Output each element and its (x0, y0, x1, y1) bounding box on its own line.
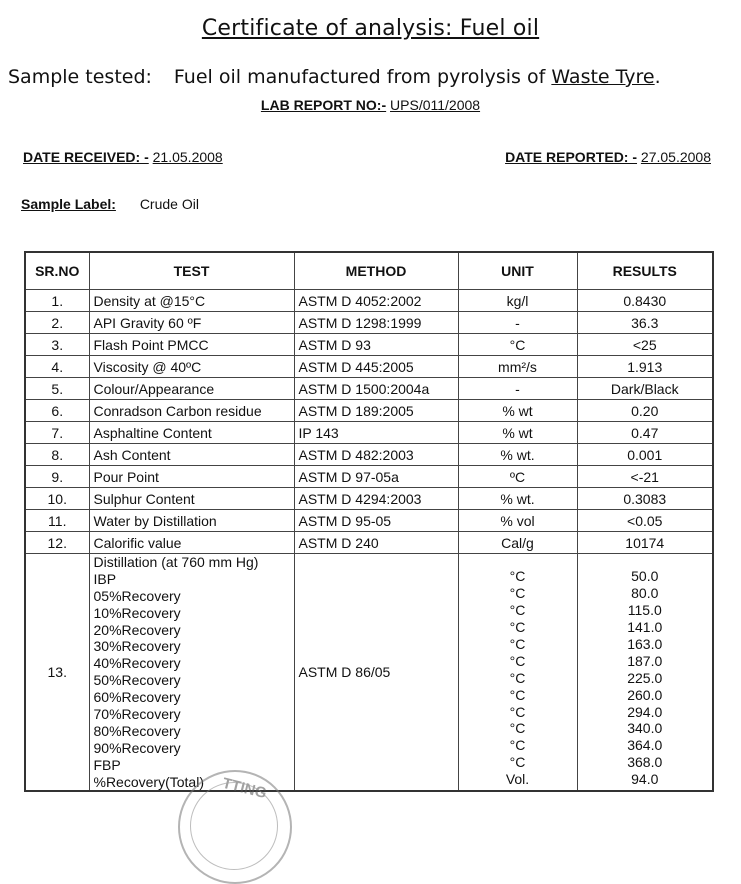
sample-material: Waste Tyre (551, 66, 655, 88)
row-method: ASTM D 1500:2004a (294, 378, 458, 400)
sample-tested-text: Fuel oil manufactured from pyrolysis of (173, 66, 546, 88)
row-test: Ash Content (89, 444, 294, 466)
date-received-value: 21.05.2008 (152, 149, 223, 165)
distillation-item-value: 141.0 (627, 619, 663, 636)
row-test: Colour/Appearance (89, 378, 294, 400)
distillation-row (25, 554, 713, 792)
row-method: ASTM D 1298:1999 (294, 312, 458, 334)
row-result: 1.913 (577, 356, 713, 378)
table-row (25, 488, 713, 510)
row-unit: °C (458, 334, 577, 356)
distillation-item-label: 60%Recovery (93, 689, 181, 706)
sample-tested-end: . (654, 66, 661, 88)
row-srno: 9. (25, 466, 89, 488)
sample-label-value: Crude Oil (139, 196, 199, 212)
row-srno: 2. (25, 312, 89, 334)
date-reported (505, 149, 711, 165)
distillation-item-unit: °C (509, 669, 526, 686)
table-row (25, 400, 713, 422)
row-unit: % wt. (458, 488, 577, 510)
distillation-item-label: 70%Recovery (93, 706, 181, 723)
distillation-item-label: FBP (93, 756, 121, 773)
distillation-item-value: 187.0 (627, 652, 663, 669)
row-test: Flash Point PMCC (89, 334, 294, 356)
distillation-item-value: 94.0 (631, 771, 659, 788)
row-method: ASTM D 240 (294, 532, 458, 554)
distillation-item-value: 50.0 (631, 568, 659, 585)
sample-tested-label: Sample tested: (8, 66, 152, 88)
row-result: 0.3083 (577, 488, 713, 510)
distillation-item-unit: °C (509, 568, 526, 585)
row-result: 0.47 (577, 422, 713, 444)
row-unit: % wt. (458, 444, 577, 466)
sample-tested-line (8, 66, 661, 88)
date-reported-value: 27.05.2008 (640, 149, 711, 165)
row-unit: kg/l (458, 290, 577, 312)
distillation-srno: 13. (25, 554, 89, 792)
row-unit: mm²/s (458, 356, 577, 378)
stamp-text: TTING (220, 774, 269, 803)
row-method: ASTM D 97-05a (294, 466, 458, 488)
table-row (25, 532, 713, 554)
row-unit: % wt (458, 422, 577, 444)
distillation-item-unit: °C (509, 737, 526, 754)
row-srno: 4. (25, 356, 89, 378)
distillation-item-label: 30%Recovery (93, 638, 181, 655)
row-result: 0.20 (577, 400, 713, 422)
row-result: Dark/Black (577, 378, 713, 400)
table-row (25, 466, 713, 488)
row-result: <0.05 (577, 510, 713, 532)
distillation-values (577, 554, 713, 792)
distillation-item-unit: °C (509, 602, 526, 619)
row-method: ASTM D 95-05 (294, 510, 458, 532)
table-row (25, 422, 713, 444)
sample-label (21, 196, 199, 212)
distillation-item-label: 10%Recovery (93, 604, 181, 621)
row-method: IP 143 (294, 422, 458, 444)
row-srno: 7. (25, 422, 89, 444)
analysis-table (24, 251, 714, 792)
row-unit: ºC (458, 466, 577, 488)
row-test: Viscosity @ 40ºC (89, 356, 294, 378)
row-srno: 8. (25, 444, 89, 466)
table-row (25, 356, 713, 378)
distillation-item-value: 260.0 (627, 686, 663, 703)
distillation-item-value: 163.0 (627, 636, 663, 652)
table-row (25, 378, 713, 400)
row-result: 10174 (577, 532, 713, 554)
row-method: ASTM D 189:2005 (294, 400, 458, 422)
row-unit: % vol (458, 510, 577, 532)
row-result: <-21 (577, 466, 713, 488)
table-row (25, 312, 713, 334)
distillation-item-value: 340.0 (627, 720, 663, 737)
distillation-item-value: 115.0 (627, 602, 662, 619)
row-unit: - (458, 378, 577, 400)
table-header-row (25, 252, 713, 290)
distillation-units (458, 554, 577, 792)
distillation-item-label: 05%Recovery (93, 587, 181, 604)
row-test: Asphaltine Content (89, 422, 294, 444)
row-unit: Cal/g (458, 532, 577, 554)
row-srno: 11. (25, 510, 89, 532)
row-test: Sulphur Content (89, 488, 294, 510)
sample-label-key: Sample Label: (21, 196, 116, 212)
row-srno: 12. (25, 532, 89, 554)
row-result: 0.8430 (577, 290, 713, 312)
distillation-item-unit: °C (509, 585, 526, 602)
distillation-item-unit: °C (509, 619, 526, 636)
distillation-item-label: 50%Recovery (93, 672, 181, 689)
row-method: ASTM D 482:2003 (294, 444, 458, 466)
row-srno: 10. (25, 488, 89, 510)
row-result: 0.001 (577, 444, 713, 466)
row-srno: 1. (25, 290, 89, 312)
row-srno: 6. (25, 400, 89, 422)
row-result: 36.3 (577, 312, 713, 334)
distillation-title: Distillation (at 760 mm Hg) (93, 554, 259, 570)
distillation-item-unit: °C (509, 686, 526, 703)
distillation-item-label: 80%Recovery (93, 722, 181, 739)
row-test: Water by Distillation (89, 510, 294, 532)
row-test: API Gravity 60 ºF (89, 312, 294, 334)
row-method: ASTM D 4052:2002 (294, 290, 458, 312)
header-unit: UNIT (458, 252, 577, 290)
row-method: ASTM D 4294:2003 (294, 488, 458, 510)
distillation-item-label: %Recovery(Total) (93, 773, 204, 790)
header-srno: SR.NO (25, 252, 89, 290)
distillation-tests (89, 554, 294, 792)
table-row (25, 290, 713, 312)
lab-report-number (0, 97, 741, 113)
date-received-label: DATE RECEIVED: - (23, 149, 149, 165)
table-row (25, 444, 713, 466)
distillation-method-cell (294, 554, 458, 792)
date-reported-label: DATE REPORTED: - (505, 149, 638, 165)
row-unit: % wt (458, 400, 577, 422)
header-test: TEST (89, 252, 294, 290)
distillation-item-label: 90%Recovery (93, 739, 181, 756)
row-unit: - (458, 312, 577, 334)
header-results: RESULTS (577, 252, 713, 290)
distillation-item-unit: °C (509, 720, 526, 737)
distillation-item-unit: °C (509, 703, 526, 720)
date-received (23, 149, 223, 165)
distillation-item-value: 368.0 (627, 754, 663, 771)
distillation-item-label: 40%Recovery (93, 655, 181, 672)
row-srno: 3. (25, 334, 89, 356)
row-test: Calorific value (89, 532, 294, 554)
row-result: <25 (577, 334, 713, 356)
distillation-method: ASTM D 86/05 (298, 663, 391, 680)
distillation-item-label: IBP (93, 570, 117, 587)
header-method: METHOD (294, 252, 458, 290)
distillation-item-unit: °C (509, 636, 526, 652)
distillation-item-value: 80.0 (631, 585, 659, 602)
distillation-item-unit: °C (509, 652, 526, 669)
row-srno: 5. (25, 378, 89, 400)
row-test: Conradson Carbon residue (89, 400, 294, 422)
table-row (25, 334, 713, 356)
row-method: ASTM D 445:2005 (294, 356, 458, 378)
distillation-item-value: 294.0 (627, 703, 663, 720)
distillation-item-value: 225.0 (627, 669, 663, 686)
page-title: Certificate of analysis: Fuel oil (201, 16, 540, 41)
lab-report-label: LAB REPORT NO:- (260, 97, 387, 113)
row-method: ASTM D 93 (294, 334, 458, 356)
distillation-item-value: 364.0 (627, 737, 663, 754)
distillation-item-unit: Vol. (505, 771, 530, 788)
row-test: Pour Point (89, 466, 294, 488)
distillation-item-unit: °C (509, 754, 526, 771)
distillation-item-label: 20%Recovery (93, 621, 181, 638)
table-row (25, 510, 713, 532)
row-test: Density at @15°C (89, 290, 294, 312)
lab-report-value: UPS/011/2008 (390, 97, 481, 113)
